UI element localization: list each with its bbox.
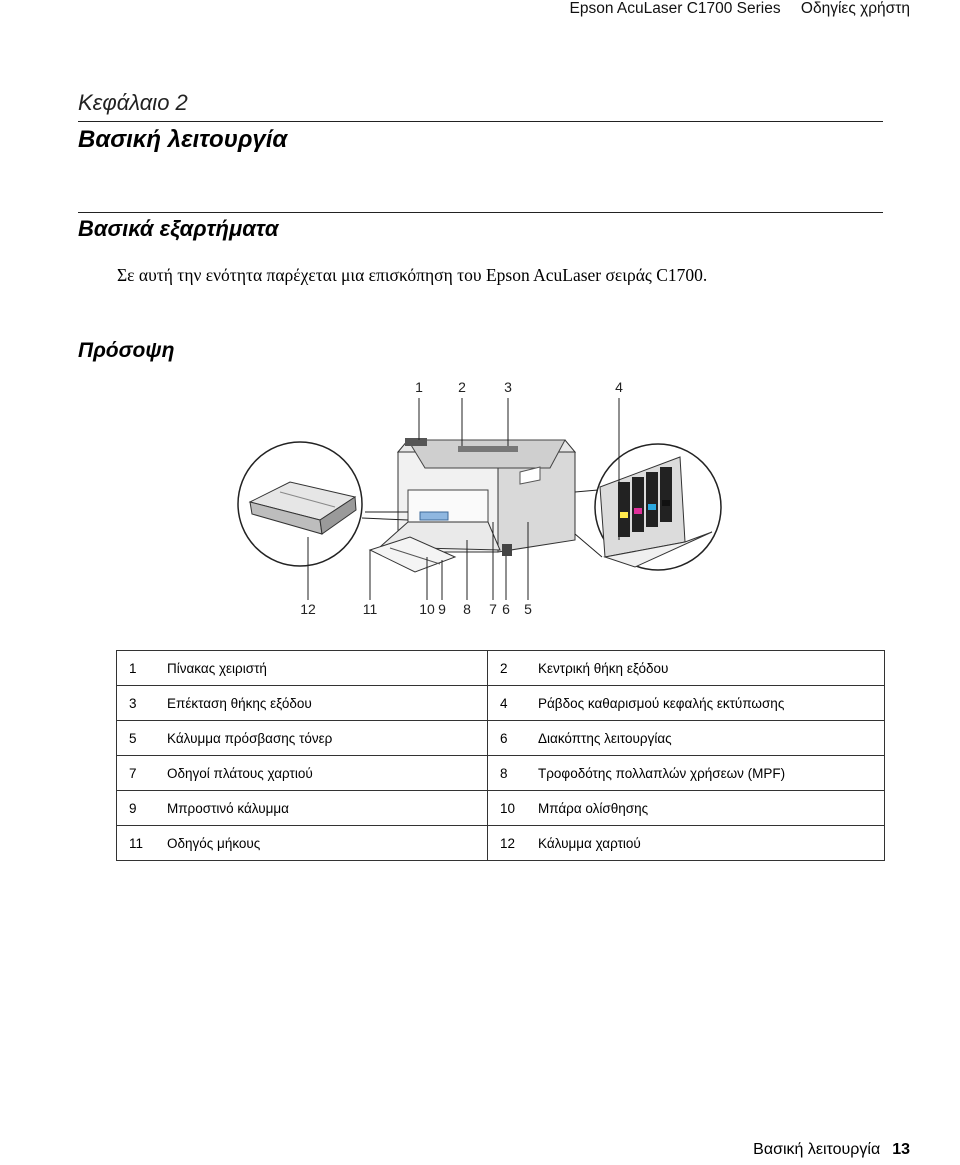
running-footer xyxy=(753,1141,910,1159)
callout-1: 1 xyxy=(415,379,423,395)
table-row xyxy=(117,686,885,721)
callout-5: 5 xyxy=(524,601,532,617)
callout-3: 3 xyxy=(504,379,512,395)
part-name: Διακόπτης λειτουργίας xyxy=(530,721,885,756)
callout-10: 10 xyxy=(419,601,435,617)
callout-7: 7 xyxy=(489,601,497,617)
part-number: 12 xyxy=(488,826,531,861)
part-number: 6 xyxy=(488,721,531,756)
callout-6: 6 xyxy=(502,601,510,617)
part-name: Επέκταση θήκης εξόδου xyxy=(159,686,488,721)
part-number: 7 xyxy=(117,756,160,791)
section-title: Βασικά εξαρτήματα xyxy=(78,216,279,241)
header-doc-title: Οδηγίες χρήστη xyxy=(800,0,910,17)
printer-front-illustration xyxy=(230,372,730,622)
subsection-title: Πρόσοψη xyxy=(78,339,175,362)
part-name: Κάλυμμα χαρτιού xyxy=(530,826,885,861)
chapter-label: Κεφάλαιο 2 xyxy=(78,90,188,115)
callout-2: 2 xyxy=(458,379,466,395)
section-intro: Σε αυτή την ενότητα παρέχεται μια επισκόπηση του Epson AcuLaser σειράς C1700. xyxy=(117,265,708,285)
section-rule xyxy=(78,212,883,213)
callout-9: 9 xyxy=(438,601,446,617)
part-number: 10 xyxy=(488,791,531,826)
header-product: Epson AcuLaser C1700 Series xyxy=(569,0,781,17)
part-number: 5 xyxy=(117,721,160,756)
parts-table xyxy=(116,650,885,861)
part-name: Μπάρα ολίσθησης xyxy=(530,791,885,826)
callout-4: 4 xyxy=(615,379,623,395)
part-name: Μπροστινό κάλυμμα xyxy=(159,791,488,826)
part-number: 3 xyxy=(117,686,160,721)
footer-section: Βασική λειτουργία xyxy=(753,1141,881,1158)
part-name: Ράβδος καθαρισμού κεφαλής εκτύπωσης xyxy=(530,686,885,721)
part-number: 9 xyxy=(117,791,160,826)
table-row xyxy=(117,791,885,826)
part-number: 2 xyxy=(488,651,531,686)
part-name: Πίνακας χειριστή xyxy=(159,651,488,686)
part-number: 8 xyxy=(488,756,531,791)
chapter-rule xyxy=(78,121,883,122)
table-row xyxy=(117,756,885,791)
part-number: 1 xyxy=(117,651,160,686)
part-name: Κεντρική θήκη εξόδου xyxy=(530,651,885,686)
table-row xyxy=(117,721,885,756)
callout-12: 12 xyxy=(300,601,316,617)
part-number: 4 xyxy=(488,686,531,721)
part-name: Οδηγοί πλάτους χαρτιού xyxy=(159,756,488,791)
part-name: Οδηγός μήκους xyxy=(159,826,488,861)
part-number: 11 xyxy=(117,826,160,861)
part-name: Τροφοδότης πολλαπλών χρήσεων (MPF) xyxy=(530,756,885,791)
running-header xyxy=(554,0,911,18)
callout-8: 8 xyxy=(463,601,471,617)
table-row xyxy=(117,826,885,861)
part-name: Κάλυμμα πρόσβασης τόνερ xyxy=(159,721,488,756)
page-number: 13 xyxy=(892,1141,910,1158)
chapter-title: Βασική λειτουργία xyxy=(78,126,288,153)
callout-11: 11 xyxy=(362,601,378,617)
table-row xyxy=(117,651,885,686)
